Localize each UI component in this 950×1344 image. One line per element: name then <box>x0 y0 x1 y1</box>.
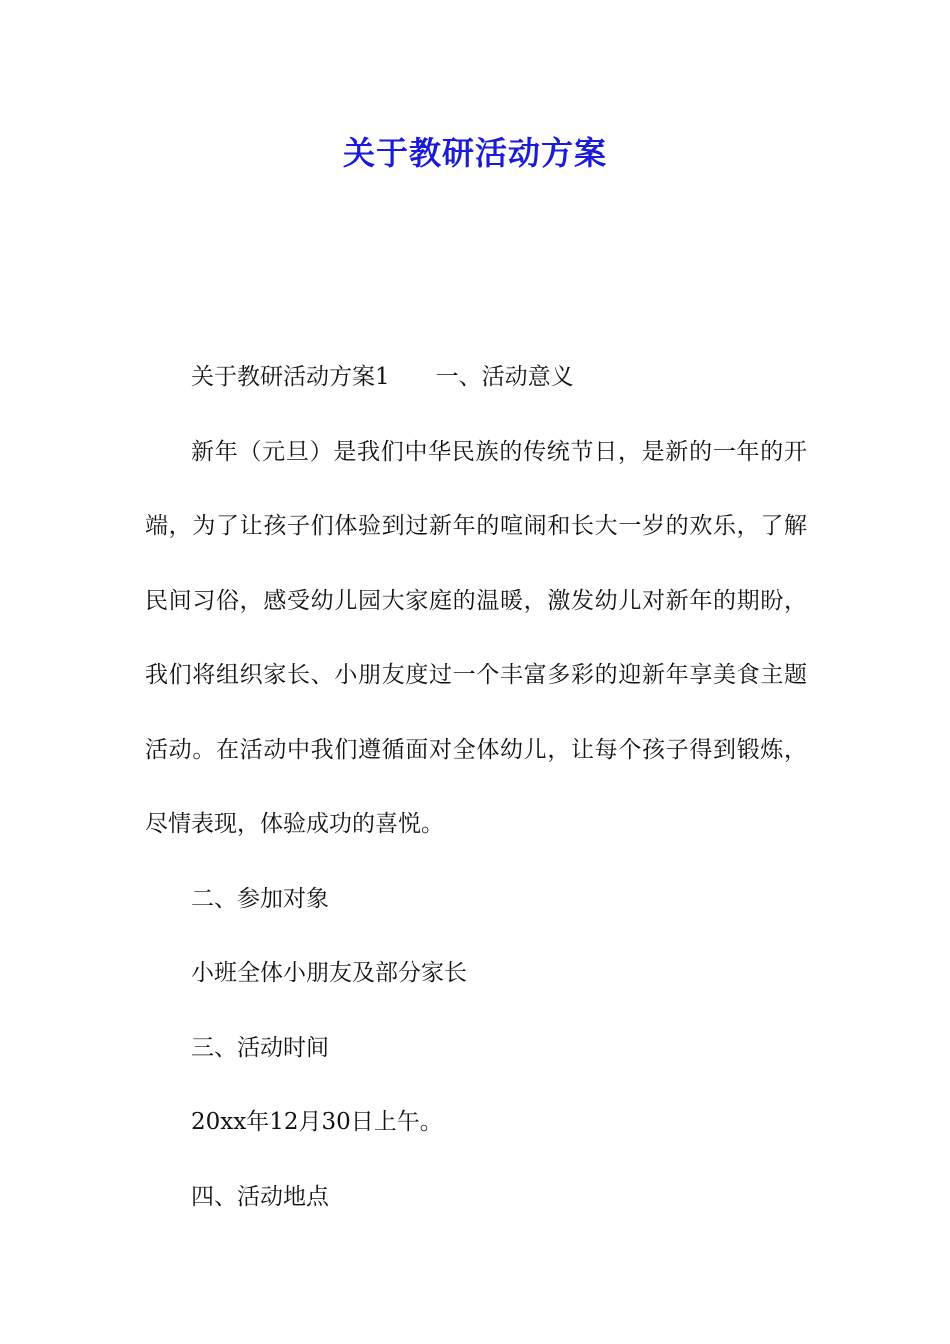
paragraph-heading-participants: 二、参加对象 <box>191 885 329 912</box>
paragraph-heading-time: 三、活动时间 <box>191 1034 329 1061</box>
paragraph-heading-1: 关于教研活动方案1 一、活动意义 <box>191 364 574 390</box>
paragraph-heading-location: 四、活动地点 <box>191 1183 329 1210</box>
paragraph-participants: 小班全体小朋友及部分家长 <box>191 960 467 986</box>
document-title: 关于教研活动方案 <box>342 134 607 172</box>
paragraph-activity-meaning: 新年（元旦）是我们中华民族的传统节日，是新的一年的开端，为了让孩子们体验到过新年的喧闹和长大一岁的欢乐，了解民间习俗，感受幼儿园大家庭的温暖，激发幼儿对新年的期盼，我们将组织家长、小朋友度过一个丰富多彩的迎新年享美食主题活动。在活动中我们遵循面对全体幼儿，让每个孩子得到锻炼，尽情表现，体验成功的喜悦。 <box>145 438 807 837</box>
paragraph-time: 20xx年12月30日上午。 <box>191 1109 443 1135</box>
document-body <box>145 340 807 1234</box>
